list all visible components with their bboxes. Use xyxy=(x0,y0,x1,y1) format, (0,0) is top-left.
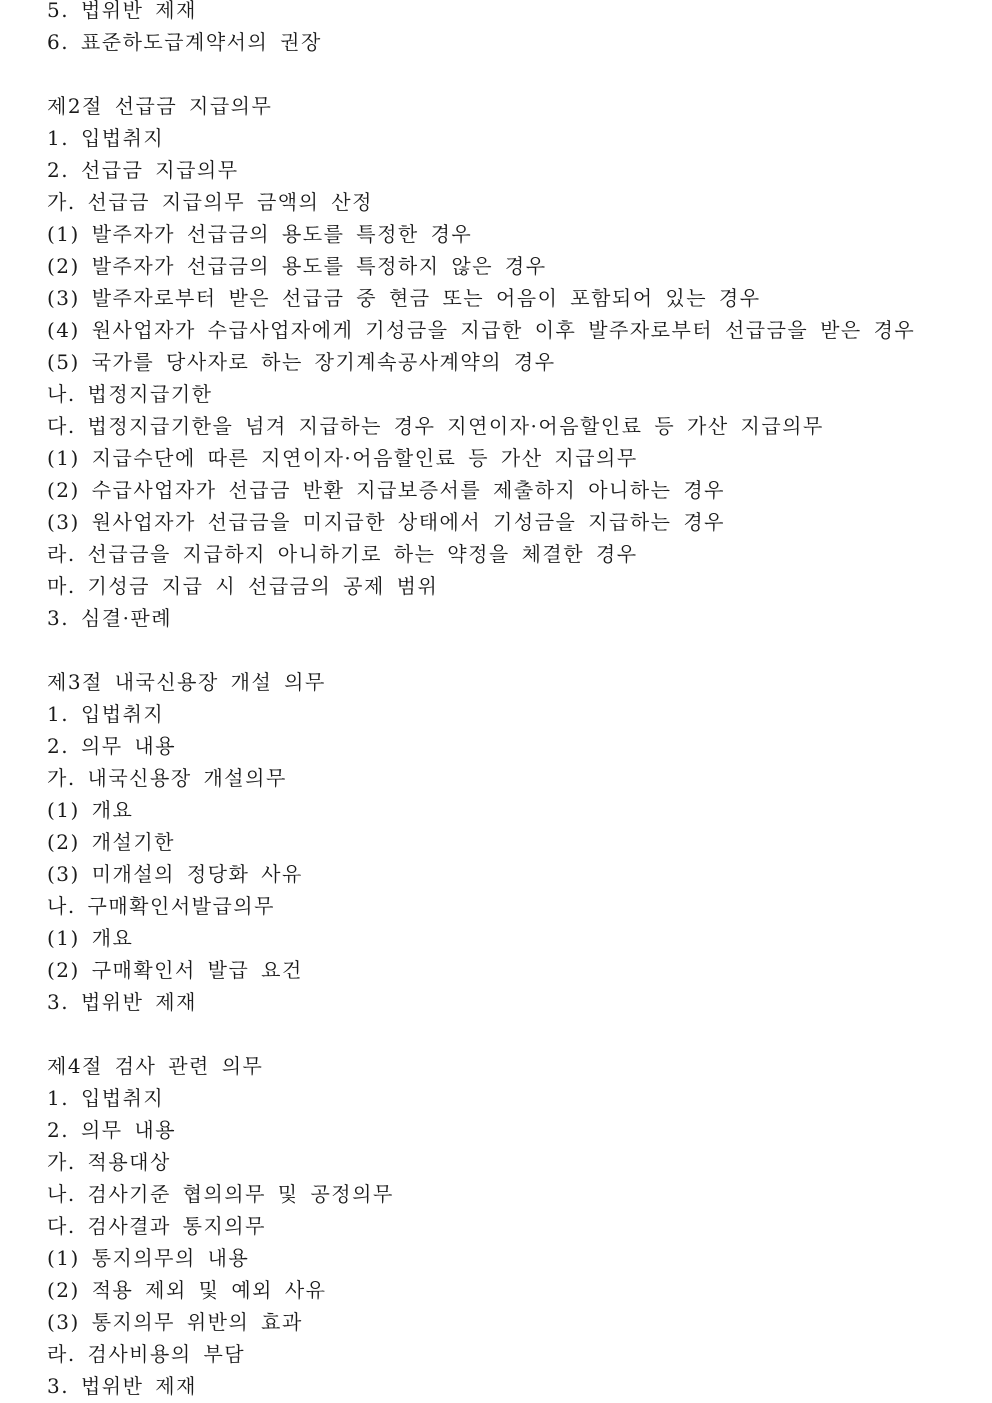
toc-line: (2) 발주자가 선급금의 용도를 특정하지 않은 경우 xyxy=(47,254,547,278)
toc-line: 나. 법정지급기한 xyxy=(47,382,213,406)
section-spacer xyxy=(47,634,967,666)
toc-line: 나. 검사기준 협의의무 및 공정의무 xyxy=(47,1182,394,1206)
section-heading: 제3절 내국신용장 개설 의무 xyxy=(47,670,326,694)
toc-line: 가. 선급금 지급의무 금액의 산정 xyxy=(47,190,373,214)
section-heading: 제4절 검사 관련 의무 xyxy=(47,1054,264,1078)
toc-line: 가. 내국신용장 개설의무 xyxy=(47,766,287,790)
toc-line: (2) 적용 제외 및 예외 사유 xyxy=(47,1278,327,1302)
toc-line: (4) 원사업자가 수급사업자에게 기성금을 지급한 이후 발주자로부터 선급금을 받은 경우 xyxy=(47,318,916,342)
toc-line: (2) 구매확인서 발급 요건 xyxy=(47,958,303,982)
toc-line: (5) 국가를 당사자로 하는 장기계속공사계약의 경우 xyxy=(47,350,556,374)
toc-line: 3. 심결·판례 xyxy=(47,606,173,630)
toc-line: 가. 적용대상 xyxy=(47,1150,171,1174)
toc-line: (3) 미개설의 정당화 사유 xyxy=(47,862,303,886)
toc-line: (2) 수급사업자가 선급금 반환 지급보증서를 제출하지 아니하는 경우 xyxy=(47,478,725,502)
toc-line: (1) 발주자가 선급금의 용도를 특정한 경우 xyxy=(47,222,473,246)
toc-line: 라. 검사비용의 부담 xyxy=(47,1342,246,1366)
toc-line: 2. 의무 내용 xyxy=(47,1118,177,1142)
toc-line: 나. 구매확인서발급의무 xyxy=(47,894,275,918)
section-heading: 제2절 선급금 지급의무 xyxy=(47,94,273,118)
toc-line: 다. 검사결과 통지의무 xyxy=(47,1214,266,1238)
section-spacer xyxy=(47,58,967,90)
document-page xyxy=(47,0,967,1402)
toc-line: 3. 법위반 제재 xyxy=(47,990,197,1014)
toc-line: (1) 통지의무의 내용 xyxy=(47,1246,250,1270)
toc-line: 라. 선급금을 지급하지 아니하기로 하는 약정을 체결한 경우 xyxy=(47,542,638,566)
toc-line: (3) 발주자로부터 받은 선급금 중 현금 또는 어음이 포함되어 있는 경우 xyxy=(47,286,761,310)
toc-line: 6. 표준하도급계약서의 권장 xyxy=(47,30,322,54)
toc-line: 1. 입법취지 xyxy=(47,702,165,726)
toc-line: (2) 개설기한 xyxy=(47,830,175,854)
toc-line: (1) 개요 xyxy=(47,926,134,950)
toc-line: 2. 의무 내용 xyxy=(47,734,177,758)
toc-line: 다. 법정지급기한을 넘겨 지급하는 경우 지연이자·어음할인료 등 가산 지급의무 xyxy=(47,414,824,438)
toc-line: 5. 법위반 제재 xyxy=(47,0,197,22)
toc-line: (1) 지급수단에 따른 지연이자·어음할인료 등 가산 지급의무 xyxy=(47,446,638,470)
toc-line: (3) 원사업자가 선급금을 미지급한 상태에서 기성금을 지급하는 경우 xyxy=(47,510,725,534)
section-spacer xyxy=(47,1018,967,1050)
toc-line: 마. 기성금 지급 시 선급금의 공제 범위 xyxy=(47,574,439,598)
toc-line: (1) 개요 xyxy=(47,798,134,822)
toc-line: (3) 통지의무 위반의 효과 xyxy=(47,1310,303,1334)
toc-line: 1. 입법취지 xyxy=(47,126,165,150)
toc-line: 3. 법위반 제재 xyxy=(47,1374,197,1398)
toc-line: 2. 선급금 지급의무 xyxy=(47,158,239,182)
toc-line: 1. 입법취지 xyxy=(47,1086,165,1110)
